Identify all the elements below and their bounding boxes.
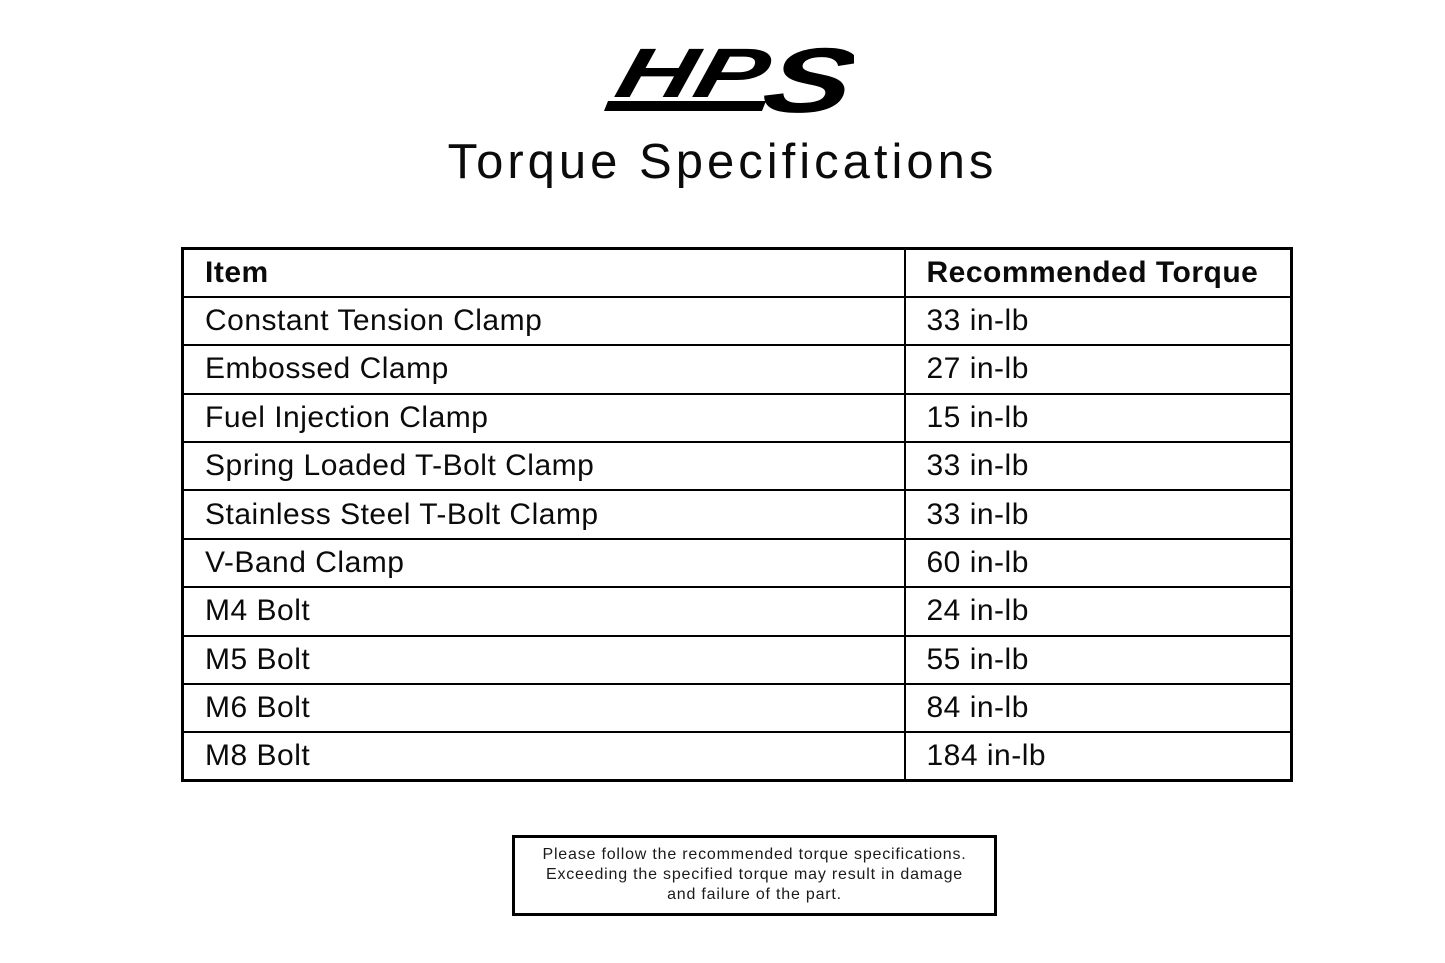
logo-underline xyxy=(604,101,766,111)
table-row xyxy=(183,732,1292,780)
item-cell: Embossed Clamp xyxy=(183,345,905,393)
torque-cell: 33 in-lb xyxy=(905,442,1292,490)
hps-logo-graphic xyxy=(592,40,854,118)
torque-cell: 15 in-lb xyxy=(905,394,1292,442)
logo-hp-text: HP xyxy=(607,40,725,113)
page-title: Torque Specifications xyxy=(447,135,998,189)
item-cell: M6 Bolt xyxy=(183,684,905,732)
table-row xyxy=(183,345,1292,393)
column-header-item: Item xyxy=(183,249,905,297)
torque-cell: 24 in-lb xyxy=(905,587,1292,635)
torque-cell: 60 in-lb xyxy=(905,539,1292,587)
table-row xyxy=(183,684,1292,732)
item-cell: Constant Tension Clamp xyxy=(183,297,905,345)
torque-cell: 84 in-lb xyxy=(905,684,1292,732)
torque-cell: 33 in-lb xyxy=(905,490,1292,538)
table-row xyxy=(183,587,1292,635)
item-cell: M4 Bolt xyxy=(183,587,905,635)
note-line: and failure of the part. xyxy=(667,886,842,903)
torque-cell: 184 in-lb xyxy=(905,732,1292,780)
hps-logo xyxy=(592,40,854,118)
table-row xyxy=(183,636,1292,684)
item-cell: Stainless Steel T-Bolt Clamp xyxy=(183,490,905,538)
item-cell: M5 Bolt xyxy=(183,636,905,684)
torque-cell: 55 in-lb xyxy=(905,636,1292,684)
note-line: Exceeding the specified torque may result in damage xyxy=(545,866,964,883)
item-cell: Fuel Injection Clamp xyxy=(183,394,905,442)
table-header-row xyxy=(183,249,1292,297)
item-cell: Spring Loaded T-Bolt Clamp xyxy=(183,442,905,490)
item-cell: M8 Bolt xyxy=(183,732,905,780)
table-row xyxy=(183,297,1292,345)
table-row xyxy=(183,394,1292,442)
table-row xyxy=(183,539,1292,587)
table-row xyxy=(183,442,1292,490)
torque-cell: 27 in-lb xyxy=(905,345,1292,393)
torque-cell: 33 in-lb xyxy=(905,297,1292,345)
item-cell: V-Band Clamp xyxy=(183,539,905,587)
column-header-torque: Recommended Torque xyxy=(905,249,1292,297)
warning-note xyxy=(512,835,997,916)
torque-spec-table xyxy=(181,247,1293,782)
note-line: Please follow the recommended torque specifications. xyxy=(542,846,967,863)
logo-s-text: S xyxy=(753,40,841,118)
table-row xyxy=(183,490,1292,538)
